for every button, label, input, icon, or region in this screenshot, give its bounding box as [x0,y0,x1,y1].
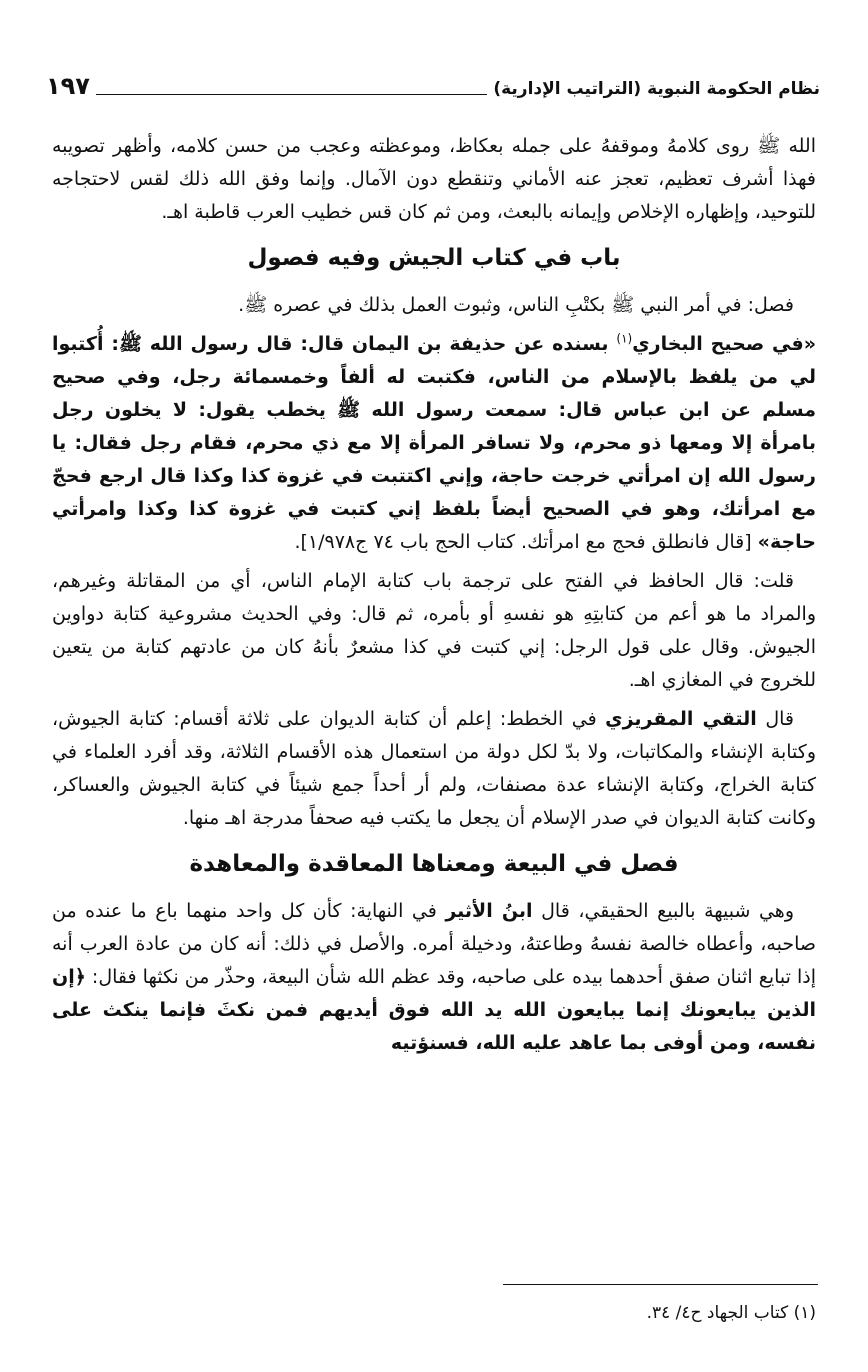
section-heading-army-book: باب في كتاب الجيش وفيه فصول [247,245,621,271]
ibn-athir-name: ابنُ الأثير [445,900,533,922]
bayah-text: في النهاية: كأن كل واحد منهما باع ما عنده من صاحبه، وأعطاه خالصة نفسهُ وطاعتهُ، ودخيلة أمره. والأصل في ذلك: أنه كان من عادة العرب أنه إذا تبايع اثنان صفق أحدهما بيده على صاحبه، وقد عظم الله شأن البيعة، وحذّر من نكثها فقال: [52,900,816,988]
paragraph-chapter-intro: فصل: في أمر النبي ﷺ بكتْبِ الناس، وثبوت العمل بذلك في عصره ﷺ. [238,294,794,316]
hadith-bold-text: بسنده عن حذيفة بن اليمان قال: قال رسول الله ﷺ: أُكتبوا لي من يلفظ بالإسلام من الناس، فكتبت له ألفاً وخمسمائة رجل، وفي صحيح مسلم عن ابن عباس قال: سمعت رسول الله ﷺ يخطب يقول: لا يخلون رجل بامرأة إلا ومعها ذو محرم، ولا تسافر المرأة إلا مع ذي محرم، فقام رجل فقال: يا رسول الله إن امرأتي خرجت حاجة، وإني اكتتبت في غزوة كذا وكذا قال ارجع فحجّ مع امرأتك، وهو في الصحيح أيضاً بلفظ إني كتبت في غزوة كذا وكذا وامرأتي حاجة» [52,333,816,553]
maqrizi-prefix: قال [756,708,794,730]
paragraph-qass: الله ﷺ روى كلامهُ وموقفهُ على جمله بعكاظ، وموعظته وعجب من حسن كلامه، وأظهر تصويبه فهذا أشرف تعظيم، تعجز عنه الأماني وتنقطع دون الآمال. وإنما وفق الله ذلك لقس لاحتجاجه للتوحيد، وإظهاره الإخلاص وإيمانه بالبعث، ومن ثم كان قس خطيب العرب قاطبة اهـ. [52,135,816,223]
page-header [46,62,820,98]
footnote: (١) كتاب الجهاد ح٤/ ٣٤. [646,1303,816,1323]
bayah-prefix: وهي شبيهة بالبيع الحقيقي، قال [532,900,794,922]
hadith-bold-start: «في صحيح البخاري [632,333,816,355]
page-number: ١٩٧ [46,72,90,100]
paragraph-bayah [52,895,816,1060]
maqrizi-text: في الخطط: إعلم أن كتابة الديوان على ثلاثة أقسام: كتابة الجيوش، وكتابة الإنشاء والمكاتبات، ولا بدّ لكل دولة من استعمال هذه الأقسام الثلاثة، وقد أفرد العلماء في كتابة الخراج، وكتابة الإنشاء عدة مصنفات، ولم أر أحداً جمع شيئاً في كتابة الجيوش والعساكر، وكانت كتابة الديوان في صدر الإسلام أن يجعل ما يكتب فيه صحفاً مدرجة اهـ منها. [52,708,816,829]
header-rule [96,94,487,95]
paragraph-bukhari [52,328,816,559]
hadith-citation: [قال فانطلق فحج مع امرأتك. كتاب الحج باب ٧٤ ج١/٩٧٨]. [294,531,758,553]
paragraph-maqrizi [52,703,816,835]
quran-verse: ﴿إن الذين يبايعونك إنما يبايعون الله يد الله فوق أيديهم فمن نكثَ فإنما ينكث على نفسه، ومن أوفى بما عاهد عليه الله، فسنؤتيه [52,966,816,1054]
section-heading-bayah: فصل في البيعة ومعناها المعاقدة والمعاهدة [189,851,679,877]
body-text [52,130,816,1066]
footnote-rule [503,1284,818,1285]
paragraph-hafiz: قلت: قال الحافظ في الفتح على ترجمة باب كتابة الإمام الناس، أي من المقاتلة وغيرهم، والمراد ما هو أعم من كتابتِهِ هو نفسهِ أو بأمره، ثم قال: وفي الحديث مشروعية كتابة دواوين الجيوش. وقال على قول الرجل: إني كتبت في كذا مشعرٌ بأنهُ كان من عادتهم كتابة من يتعين للخروج في المغازي اهـ. [52,570,816,691]
maqrizi-name: التقي المقريزي [605,708,757,730]
running-title: نظام الحكومة النبوية (التراتيب الإدارية) [493,79,820,99]
footnote-ref: (١) [616,331,633,346]
